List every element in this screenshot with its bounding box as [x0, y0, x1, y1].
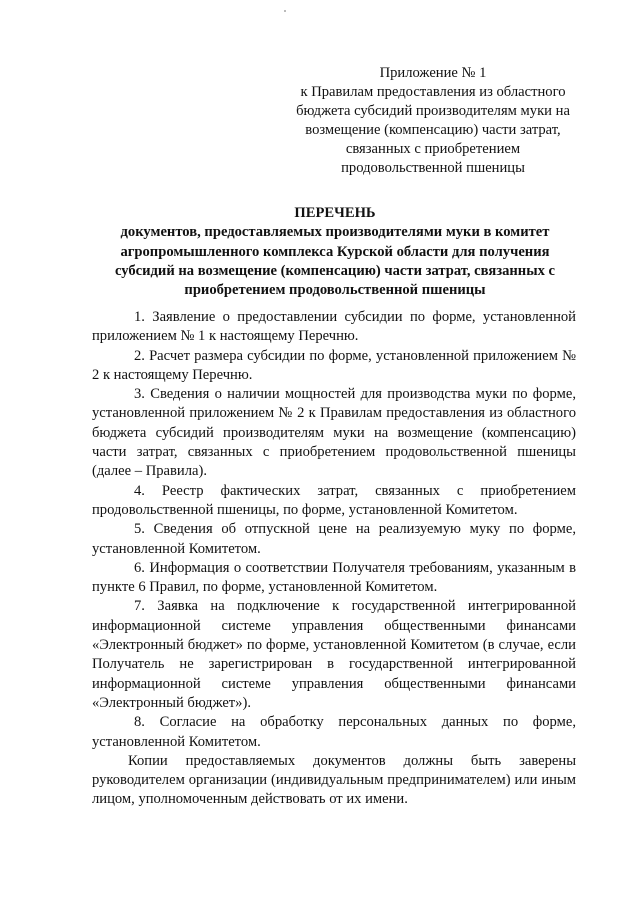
document-list — [92, 308, 576, 810]
list-item: 3. Сведения о наличии мощностей для производства муки по форме, установленной приложением № 2 к Правилам предоставления из областного бюджета субсидий производителям муки на возмещение (компенсацию) части затрат, связанных с приобретением продовольственной пшеницы (далее – Правила). — [92, 386, 576, 480]
annex-line: к Правилам предоставления из областного — [300, 84, 566, 100]
closing-note: Копии предоставляемых документов должны быть заверены руководителем организации (индивидуальным предпринимателем) или иным лицом, уполномоченным действовать от их имени. — [92, 752, 576, 808]
document-subtitle — [80, 223, 590, 300]
annex-line: продовольственной пшеницы — [341, 160, 525, 176]
list-item: 1. Заявление о предоставлении субсидии по форме, установленной приложением № 1 к настоящему Перечню. — [92, 309, 576, 345]
list-item: 6. Информация о соответствии Получателя требованиям, указанным в пункте 6 Правил, по форме, установленной Комитетом. — [92, 559, 576, 596]
scan-speck — [284, 10, 286, 12]
annex-line: бюджета субсидий производителям муки на — [296, 103, 570, 119]
annex-reference — [268, 64, 598, 178]
annex-line: возмещение (компенсацию) части затрат, — [305, 122, 561, 138]
list-item: 5. Сведения об отпускной цене на реализуемую муку по форме, установленной Комитетом. — [92, 521, 576, 557]
subtitle-line: агропромышленного комплекса Курской области для получения — [120, 243, 550, 260]
list-item: 8. Согласие на обработку персональных данных по форме, установленной Комитетом. — [92, 714, 576, 750]
annex-line: Приложение № 1 — [379, 65, 487, 81]
document-heading — [80, 204, 590, 300]
subtitle-line: субсидий на возмещение (компенсацию) части затрат, связанных с — [114, 262, 556, 279]
list-item: 4. Реестр фактических затрат, связанных с приобретением продовольственной пшеницы, по форме, установленной Комитетом. — [92, 482, 576, 518]
list-item: 7. Заявка на подключение к государственной интегрированной информационной системе управления общественными финансами «Электронный бюджет» по форме, установленной Комитетом (в случае, если Получатель не зарегистрирован в государственной интегрированной информационной системе управления общественными финансами «Электронный бюджет»). — [92, 598, 576, 711]
list-item: 2. Расчет размера субсидии по форме, установленной приложением № 2 к настоящему Перечню. — [92, 347, 576, 383]
document-title: ПЕРЕЧЕНЬ — [294, 205, 376, 221]
annex-line: связанных с приобретением — [345, 141, 521, 157]
subtitle-line: документов, предоставляемых производителями муки в комитет — [120, 224, 550, 241]
subtitle-line: приобретением продовольственной пшеницы — [184, 282, 486, 299]
